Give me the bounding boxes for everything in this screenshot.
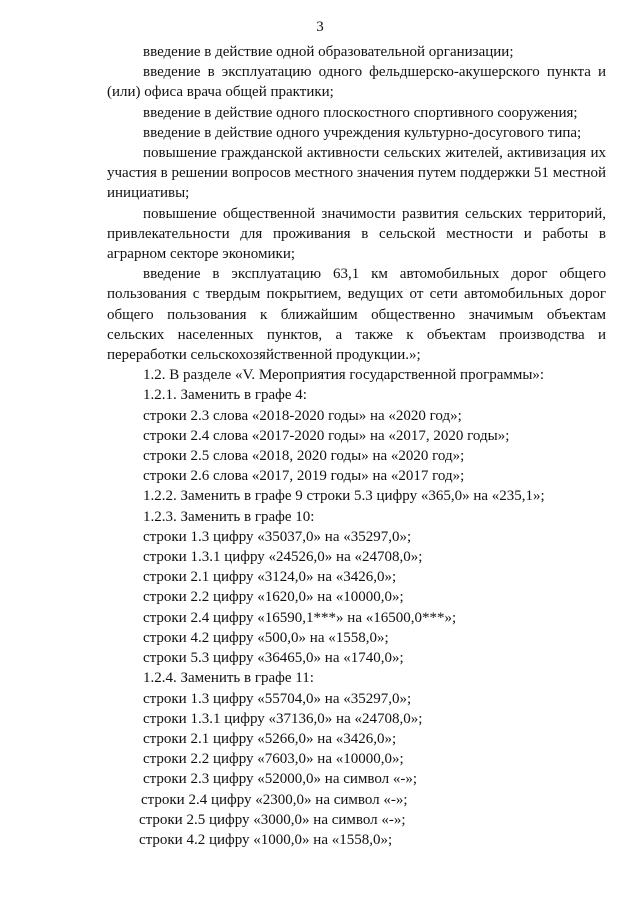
paragraph: введение в эксплуатацию 63,1 км автомобильных дорог общего пользования с твердым покрытием, ведущих от сети автомобильных дорог общего пользования к ближайшим общественно значимым объектам сельских населенных пунктов, а также к объектам производства и переработки сельскохозяйственной продукции.»; xyxy=(107,266,606,364)
subsection-heading: 1.2.3. Заменить в графе 10: xyxy=(143,508,315,525)
paragraph: введение в действие одной образовательной организации; xyxy=(143,44,514,60)
amendment-line: строки 2.6 слова «2017, 2019 годы» на «2017 год»; xyxy=(143,468,465,485)
amendment-line: строки 1.3 цифру «35037,0» на «35297,0»; xyxy=(143,528,412,545)
document-body xyxy=(107,42,606,850)
amendment-line: строки 1.3.1 цифру «24526,0» на «24708,0»; xyxy=(143,549,423,566)
amendment-line: строки 4.2 цифру «500,0» на «1558,0»; xyxy=(143,629,389,646)
paragraph: повышение гражданской активности сельских жителей, активизация их участия в решении вопросов местного значения путем поддержки 51 местной инициативы; xyxy=(107,145,606,202)
page-number: 3 xyxy=(316,19,324,35)
paragraph: введение в действие одного учреждения культурно-досугового типа; xyxy=(143,124,582,141)
amendment-line: строки 2.4 цифру «16590,1***» на «16500,0***»; xyxy=(143,609,457,626)
amendment-line: строки 5.3 цифру «36465,0» на «1740,0»; xyxy=(143,650,404,667)
paragraph: введение в действие одного плоскостного спортивного сооружения; xyxy=(143,104,578,121)
amendment-line: строки 2.4 цифру «2300,0» на символ «-»; xyxy=(141,791,408,808)
paragraph: введение в эксплуатацию одного фельдшерско-акушерского пункта и (или) офиса врача общей практики; xyxy=(107,64,606,101)
amendment-line: строки 2.2 цифру «1620,0» на «10000,0»; xyxy=(143,589,404,606)
subsection-heading: 1.2.1. Заменить в графе 4: xyxy=(143,387,307,404)
amendment-line: строки 1.3 цифру «55704,0» на «35297,0»; xyxy=(143,690,412,707)
paragraph: повышение общественной значимости развития сельских территорий, привлекательности для проживания в сельской местности и работы в аграрном секторе экономики; xyxy=(107,205,606,263)
amendment-line: строки 1.3.1 цифру «37136,0» на «24708,0»; xyxy=(143,710,423,727)
amendment-line: строки 2.1 цифру «5266,0» на «3426,0»; xyxy=(143,730,397,747)
amendment-line: строки 2.1 цифру «3124,0» на «3426,0»; xyxy=(143,569,397,586)
amendment-line: строки 2.5 цифру «3000,0» на символ «-»; xyxy=(139,811,406,828)
amendment-line: строки 2.5 слова «2018, 2020 годы» на «2020 год»; xyxy=(143,448,465,465)
amendment-line: строки 2.3 цифру «52000,0» на символ «-»; xyxy=(143,771,418,788)
subsection-heading: 1.2.4. Заменить в графе 11: xyxy=(143,670,314,687)
amendment-line: строки 2.4 слова «2017-2020 годы» на «2017, 2020 годы»; xyxy=(143,427,510,444)
section-heading: 1.2. В разделе «V. Мероприятия государственной программы»: xyxy=(143,367,545,384)
subsection-heading: 1.2.2. Заменить в графе 9 строки 5.3 цифру «365,0» на «235,1»; xyxy=(143,488,545,505)
amendment-line: строки 4.2 цифру «1000,0» на «1558,0»; xyxy=(139,831,393,848)
amendment-line: строки 2.2 цифру «7603,0» на «10000,0»; xyxy=(143,751,404,768)
amendment-line: строки 2.3 слова «2018-2020 годы» на «2020 год»; xyxy=(143,407,462,424)
